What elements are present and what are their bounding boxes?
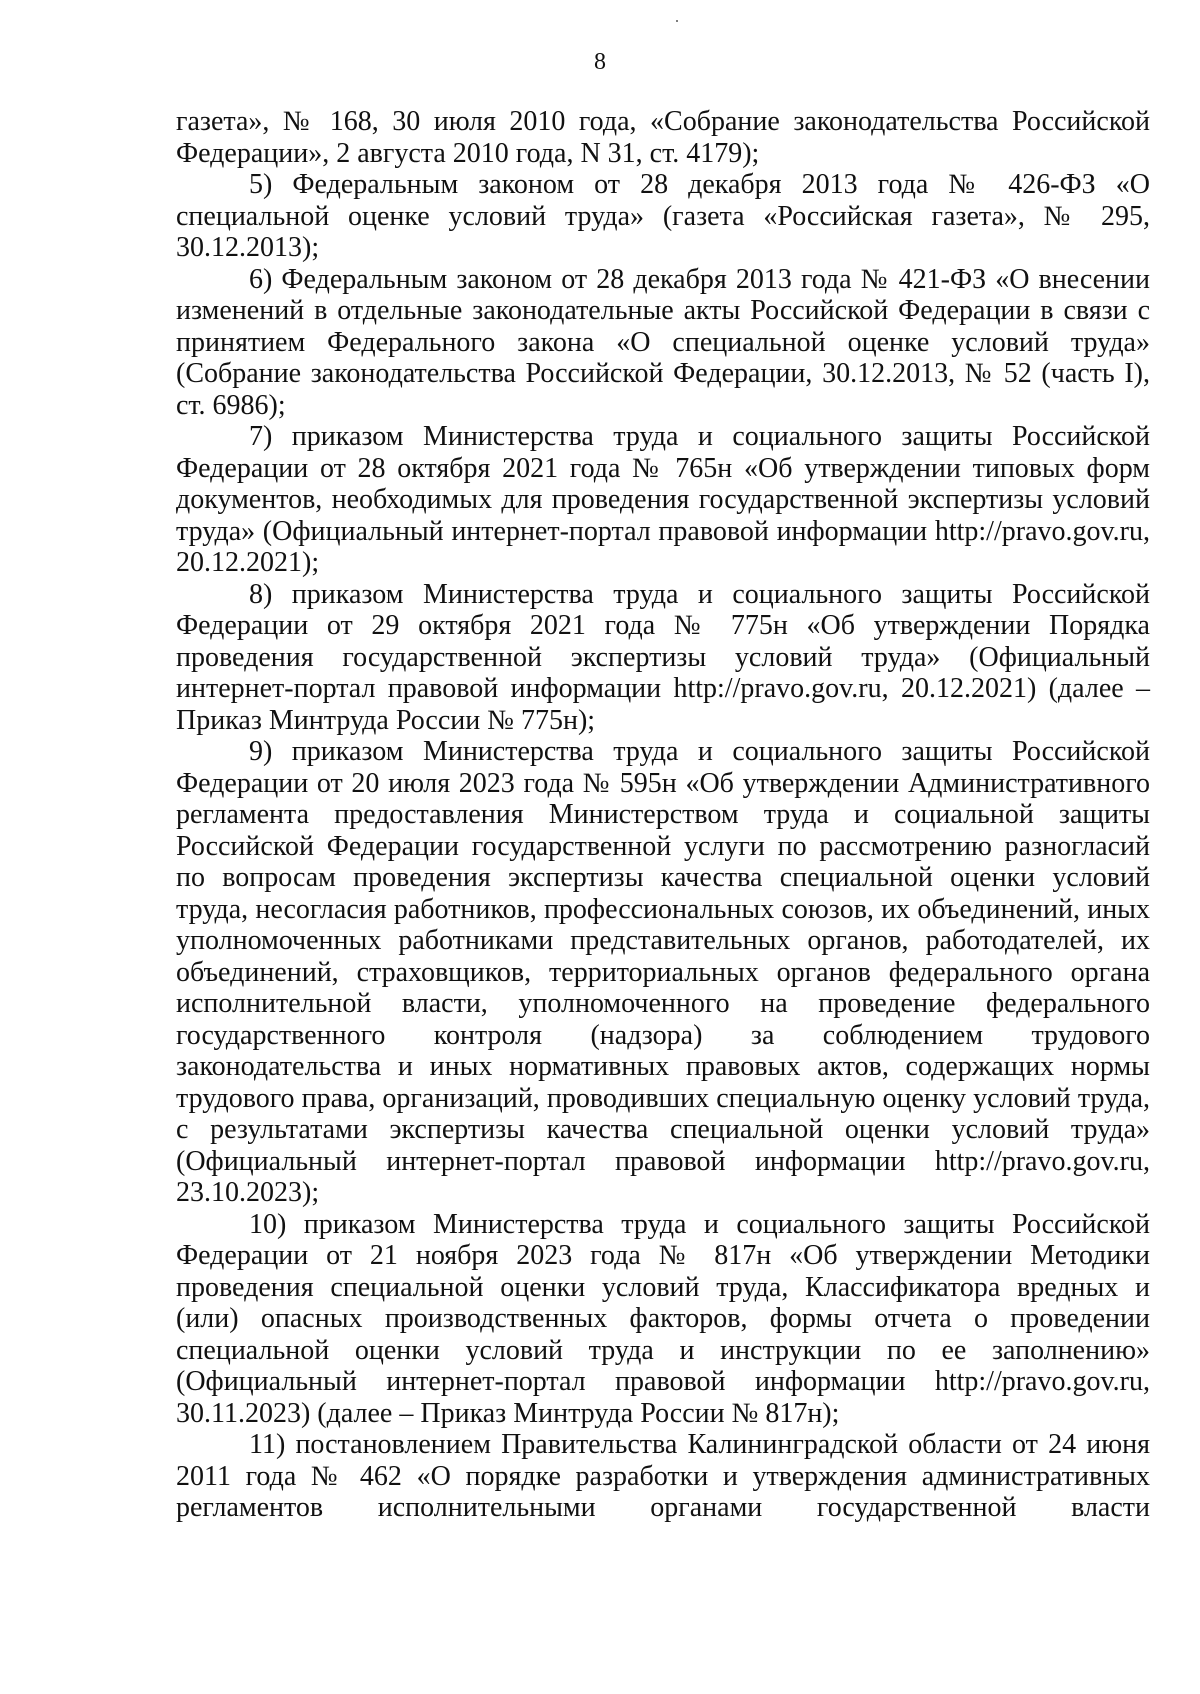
list-item-9: 9) приказом Министерства труда и социального защиты Российской Федерации от 20 июля 2023 года № 595н «Об утверждении Административного регламента предоставления Министерством труда и социальной защиты Российской Федерации государственной услуги по рассмотрению разногласий по вопросам проведения экспертизы качества специальной оценки условий труда, несогласия работников, профессиональных союзов, их объединений, иных уполномоченных работниками представительных органов, работодателей, их объединений, страховщиков, территориальных органов федерального органа исполнительной власти, уполномоченного на проведение федерального государственного контроля (надзора) за соблюдением трудового законодательства и иных нормативных правовых актов, содержащих нормы трудового права, организаций, проводивших специальную оценку условий труда, с результатами экспертизы качества специальной оценки условий труда» (Официальный интернет-портал правовой информации http://pravo.gov.ru, 23.10.2023); (176, 736, 1150, 1208)
list-item-6: 6) Федеральным законом от 28 декабря 2013 года № 421-ФЗ «О внесении изменений в отдельные законодательные акты Российской Федерации в связи с принятием Федерального закона «О специальной оценке условий труда» (Собрание законодательства Российской Федерации, 30.12.2013, № 52 (часть I), ст. 6986); (176, 263, 1150, 421)
page-number: 8 (594, 49, 606, 75)
list-item-7: 7) приказом Министерства труда и социального защиты Российской Федерации от 28 октября 2021 года № 765н «Об утверждении типовых форм документов, необходимых для проведения государственной экспертизы условий труда» (Официальный интернет-портал правовой информации http://pravo.gov.ru, 20.12.2021); (176, 421, 1150, 578)
list-item-10: 10) приказом Министерства труда и социального защиты Российской Федерации от 21 ноября 2023 года № 817н «Об утверждении Методики проведения специальной оценки условий труда, Классификатора вредных и (или) опасных производственных факторов, формы отчета о проведении специальной оценки условий труда и инструкции по ее заполнению» (Официальный интернет-портал правовой информации http://pravo.gov.ru, 30.11.2023) (далее – Приказ Минтруда России № 817н); (176, 1208, 1150, 1429)
list-item-11: 11) постановлением Правительства Калининградской области от 24 июня 2011 года № 462 «О порядке разработки и утверждения административных регламентов исполнительными органами государственной власти (176, 1429, 1150, 1523)
document-body (176, 106, 1150, 1524)
paragraph-continuation: газета», № 168, 30 июля 2010 года, «Собрание законодательства Российской Федерации», 2 августа 2010 года, N 31, ст. 4179); (176, 106, 1150, 169)
scan-speck (676, 20, 678, 22)
list-item-5: 5) Федеральным законом от 28 декабря 2013 года № 426-ФЗ «О специальной оценке условий труда» (газета «Российская газета», № 295, 30.12.2013); (176, 169, 1150, 263)
list-item-8: 8) приказом Министерства труда и социального защиты Российской Федерации от 29 октября 2021 года № 775н «Об утверждении Порядка проведения государственной экспертизы условий труда» (Официальный интернет-портал правовой информации http://pravo.gov.ru, 20.12.2021) (далее – Приказ Минтруда России № 775н); (176, 578, 1150, 736)
